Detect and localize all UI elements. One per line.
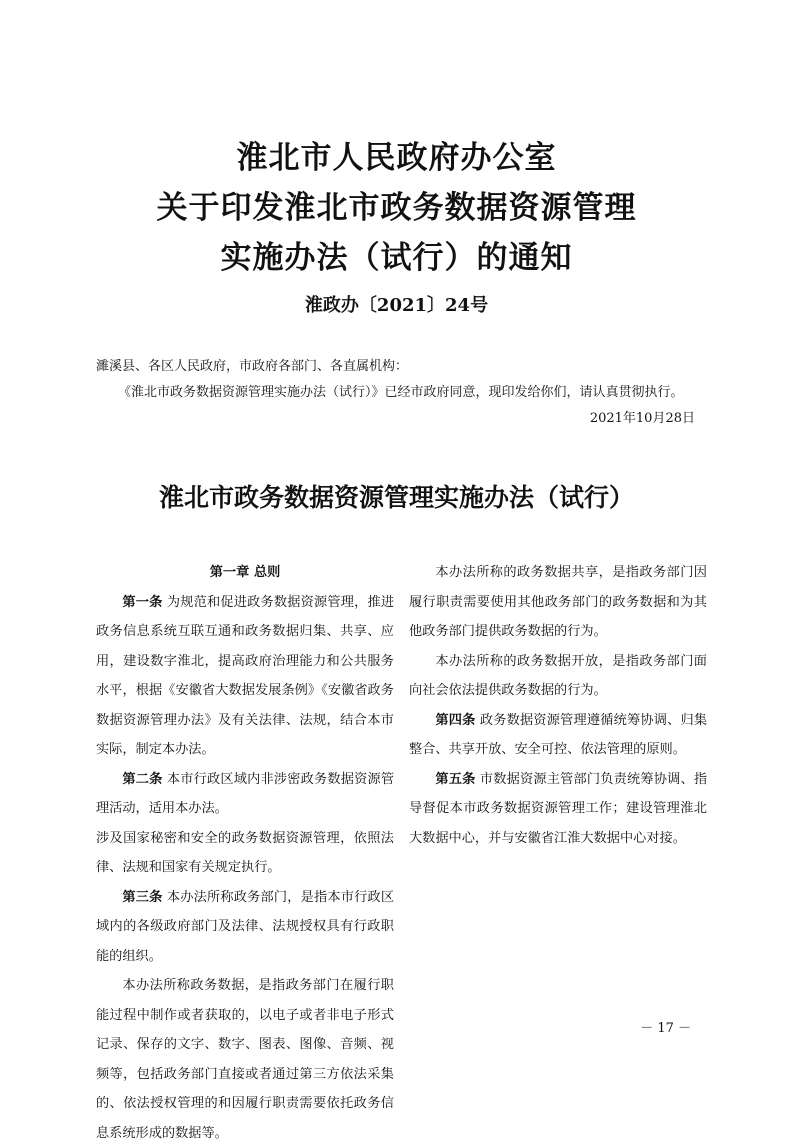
- article-5: [409, 765, 707, 854]
- article-2-paragraph-2: 涉及国家秘密和安全的政务数据资源管理，依照法律、法规和国家有关规定执行。: [96, 830, 394, 875]
- notice-recipients: 濉溪县、各区人民政府，市政府各部门、各直属机构：: [96, 359, 409, 374]
- title-line-2: 关于印发淮北市政务数据资源管理: [156, 190, 637, 226]
- title-line-1: 淮北市人民政府办公室: [236, 140, 557, 176]
- document-number: 淮政办〔2021〕24号: [304, 295, 489, 316]
- article-4: [409, 706, 707, 765]
- article-3-paragraph-3: 本办法所称的政务数据共享，是指政务部门因履行职责需要使用其他政务部门的政务数据和为其他政务部门提供政务数据的行为。: [409, 565, 707, 639]
- article-2-label: 第二条: [122, 771, 163, 787]
- page-number: － 17 －: [640, 1021, 691, 1036]
- article-3-paragraph-2: 本办法所称政务数据，是指政务部门在履行职能过程中制作或者获取的，以电子或者非电子形式记录、保存的文字、数字、图表、图像、音频、视频等，包括政务部门直接或者通过第三方依法采集的、依法授权管理的和因履行职责需要依托政务信息系统形成的数据等。: [96, 978, 394, 1141]
- article-3-paragraph-4: 本办法所称的政务数据开放，是指政务部门面向社会依法提供政务数据的行为。: [409, 653, 707, 698]
- article-1-label: 第一条: [122, 594, 163, 610]
- right-column: [409, 558, 707, 853]
- document-title: 淮北市政务数据资源管理实施办法（试行）: [158, 483, 634, 512]
- article-4-label: 第四条: [435, 712, 476, 728]
- article-5-text: 市数据资源主管部门负责统筹协调、指导督促本市政务数据资源管理工作；建设管理淮北大数据中心，并与安徽省江淮大数据中心对接。: [409, 771, 708, 846]
- left-column: [96, 558, 394, 1148]
- article-5-label: 第五条: [435, 771, 476, 787]
- chapter-heading: 第一章 总则: [209, 565, 281, 580]
- article-3: [96, 883, 394, 972]
- article-3-label: 第三条: [122, 889, 163, 905]
- notice-date: 2021年10月28日: [589, 411, 695, 426]
- article-1-text: 为规范和促进政务数据资源管理，推进政务信息系统互联互通和政务数据归集、共享、应用，建设数字淮北，提高政府治理能力和公共服务水平，根据《安徽省大数据发展条例》《安徽省政务数据资源管理办法》及有关法律、法规，结合本市实际，制定本办法。: [96, 594, 395, 757]
- article-1: [96, 588, 394, 765]
- article-3-text: 本办法所称政务部门，是指本市行政区域内的各级政府部门及法律、法规授权具有行政职能的组织。: [96, 889, 395, 964]
- notice-body: 《淮北市政务数据资源管理实施办法（试行）》已经市政府同意，现印发给你们，请认真贯彻执行。: [118, 385, 684, 400]
- article-2: [96, 765, 394, 824]
- article-2-text: 本市行政区域内非涉密政务数据资源管理活动，适用本办法。: [96, 771, 395, 816]
- title-line-3: 实施办法（试行）的通知: [220, 240, 573, 276]
- article-4-text: 政务数据资源管理遵循统筹协调、归集整合、共享开放、安全可控、依法管理的原则。: [409, 712, 708, 757]
